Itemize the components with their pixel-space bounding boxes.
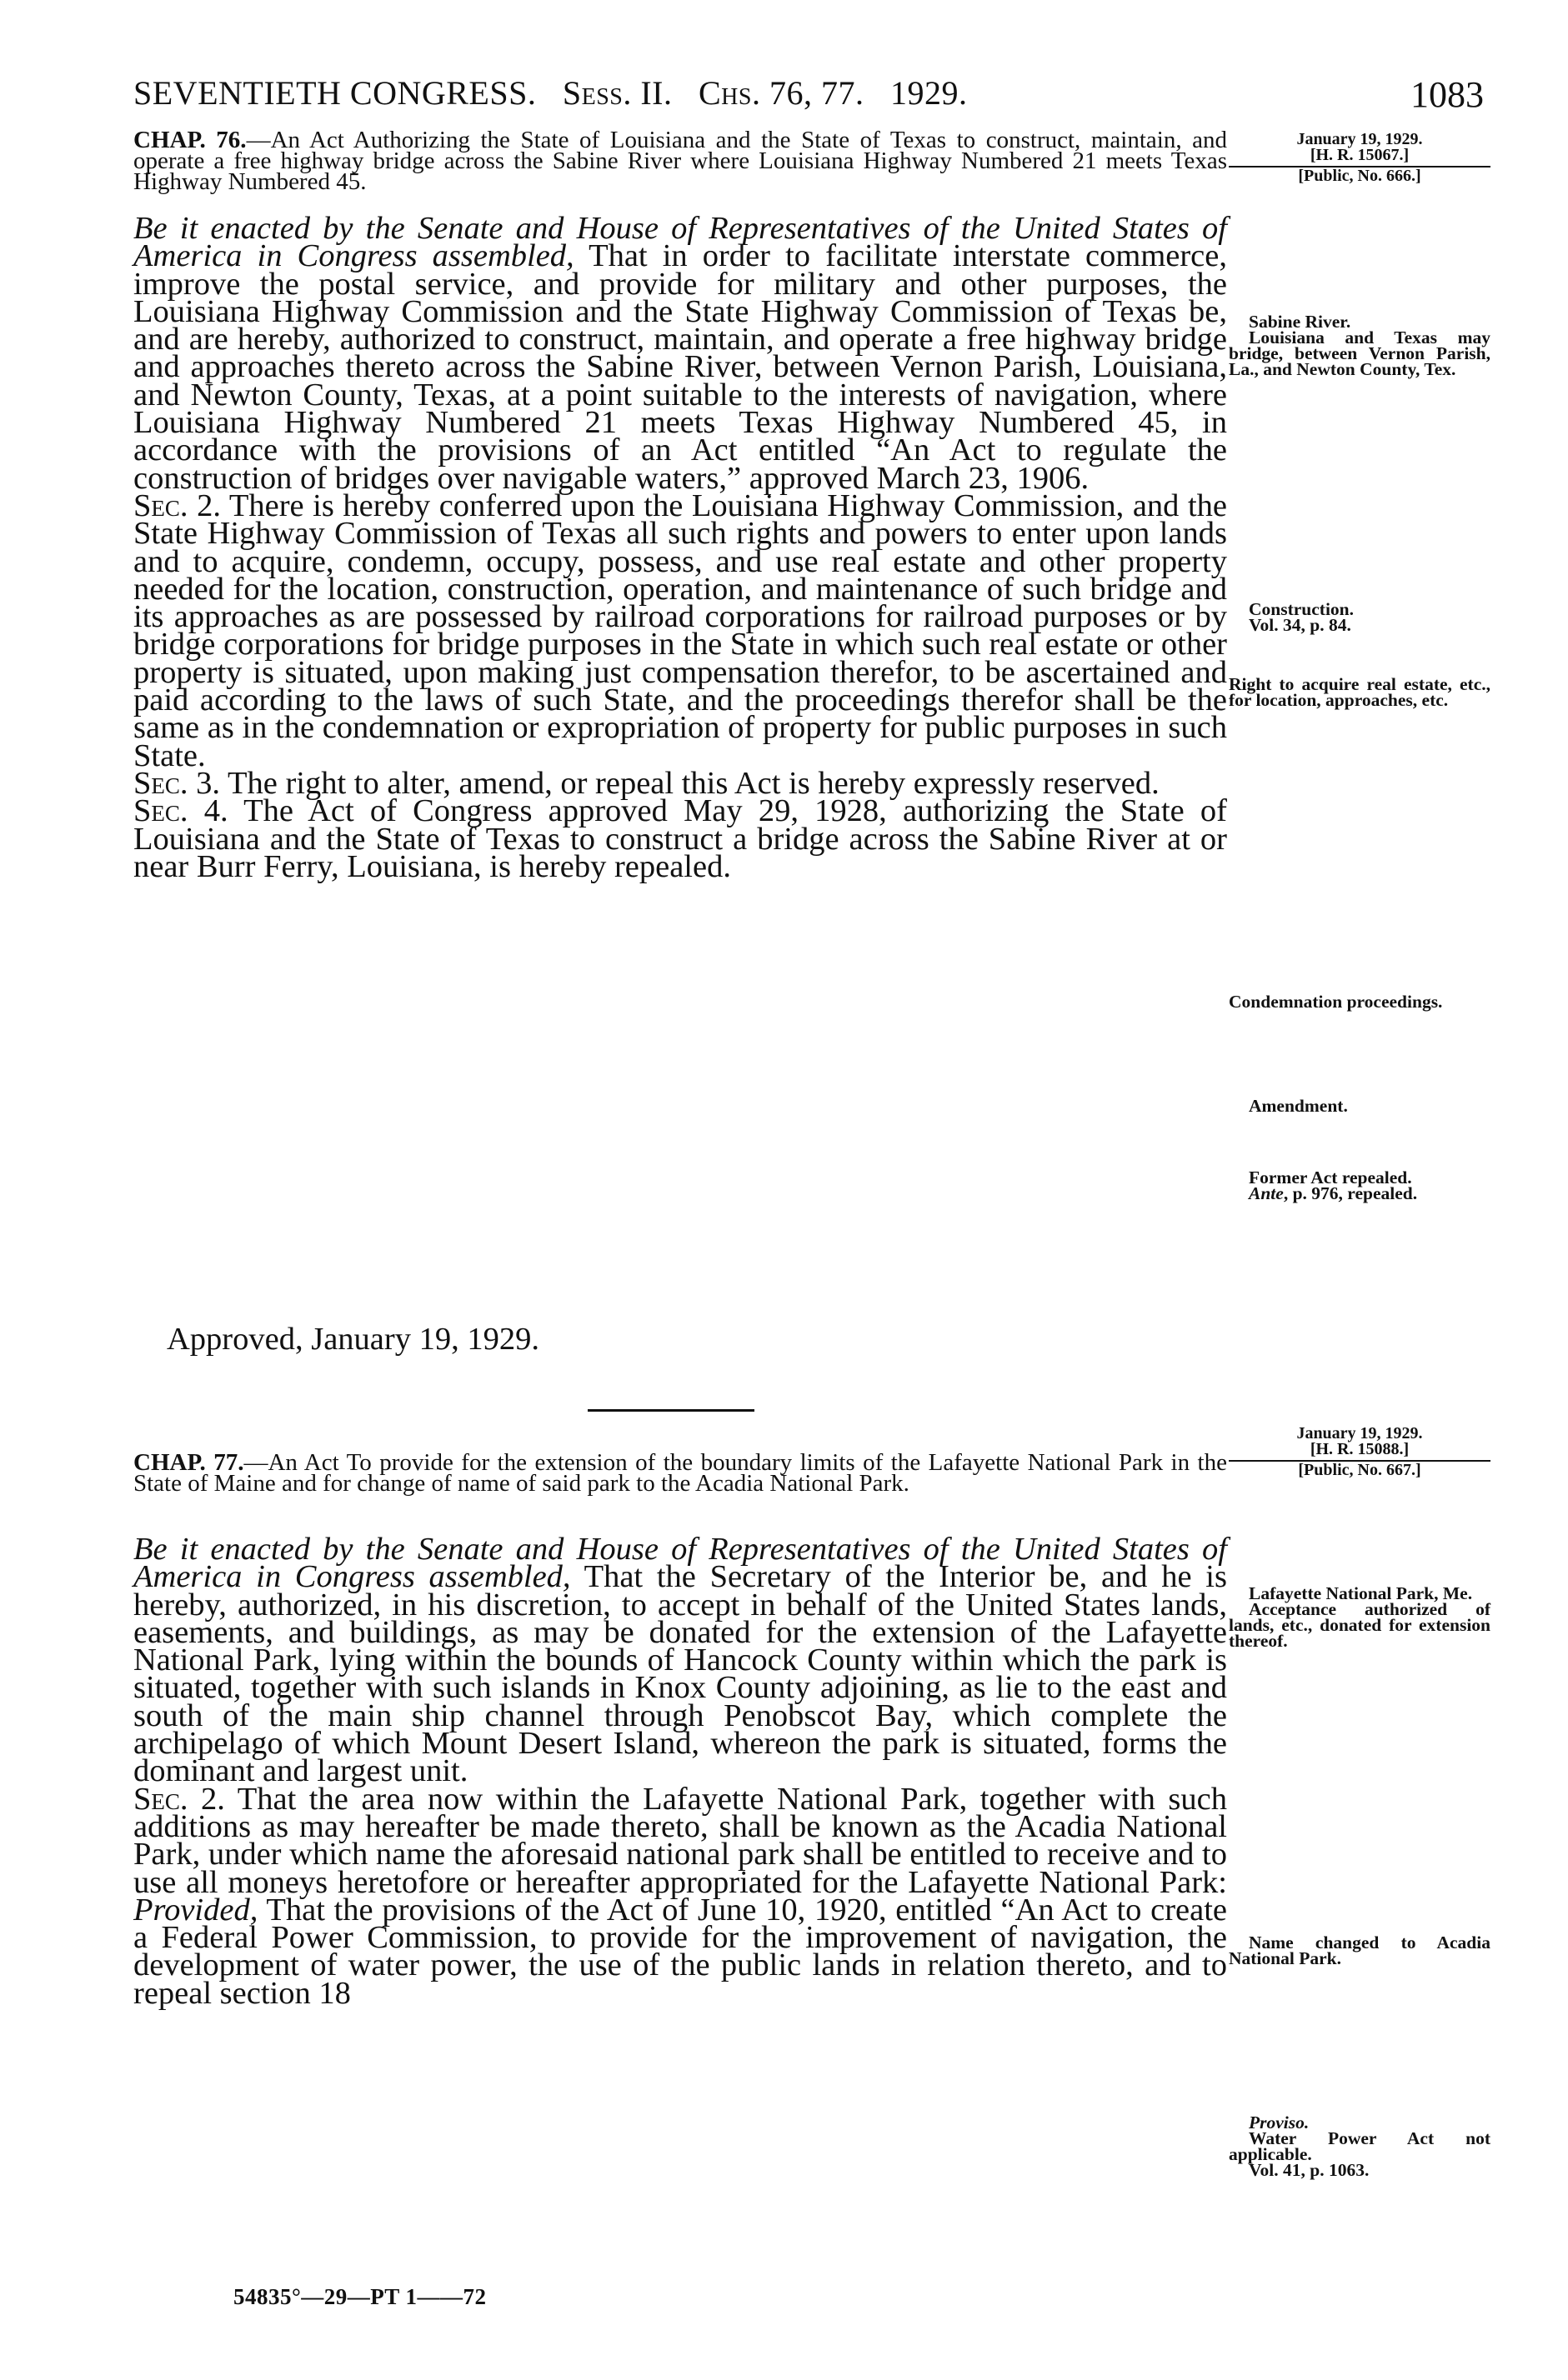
chapter-77-title-text: —An Act To provide for the extension of the boundary limits of the Lafayette National Park in the State of Maine and for change of name of said park to the Acadia National Park.	[133, 1449, 1227, 1497]
chapter-76-section-2-text: There is hereby conferred upon the Louisiana Highway Commission, and the State Highway Commission of Texas all such rights and powers to enter upon lands and to acquire, condemn, occupy, possess, and use real estate and other property needed for the location, construction, operation, and maintenance of such bridge and its approaches as are possessed by railroad corporations for railroad purposes or by bridge corporations for bridge purposes in the State in which such real estate or other property is situated, upon making just compensation therefor, to be ascertained and paid according to the laws of such State, and the proceedings therefor shall be the same as in the condemnation or expropriation of property for public purposes in such State.	[133, 488, 1228, 773]
chapter-77-section-1	[133, 1532, 1227, 1789]
chapter-76-enacting-clause: Be it enacted by the Senate and House of Representatives of the United States of America in Congress assembled,	[133, 211, 1227, 274]
chapter-77-section-2-label: Sec. 2.	[133, 1781, 225, 1817]
margin-note-sabine	[1229, 314, 1490, 378]
chapter-77-body	[133, 1532, 1227, 2011]
chapter-77-date: January 19, 1929.	[1296, 1424, 1423, 1442]
chapter-77-section-2	[133, 1781, 1227, 2011]
chapter-76-section-4-label: Sec. 4.	[133, 793, 228, 829]
chapter-77-public-no: [Public, No. 667.]	[1298, 1461, 1421, 1479]
margin-note-lafayette	[1229, 1583, 1490, 1651]
chapter-76-section-1-text: That in order to facilitate interstate commerce, improve the postal service, and provide for military and other purposes, the Louisiana Highway Commission and the State Highway Commission of Texas be, and are hereby, authorized to construct, maintain, and operate a free highway bridge and approaches thereto across the Sabine River, between Vernon Parish, Louisiana, and Newton County, Texas, at a point suitable to the interests of navigation, where Louisiana Highway Numbered 21 meets Texas Highway Numbered 45, in accordance with the provisions of an Act entitled “An Act to regulate the construction of bridges over navigable waters,” approved March 23, 1906.	[133, 238, 1227, 496]
chapter-76-section-4	[133, 793, 1228, 884]
margin-note-ante-ref	[1229, 1183, 1490, 1203]
chapter-76-date: January 19, 1929.	[1296, 130, 1423, 148]
margin-note-acceptance: Acceptance authorized of lands, etc., donated for extension thereof.	[1229, 1599, 1490, 1651]
margin-note-name-changed-text: Name changed to Acadia National Park.	[1229, 1932, 1490, 1968]
chapter-76-section-2	[133, 488, 1228, 773]
margin-note-former-act	[1229, 1170, 1490, 1202]
margin-note-vol-41: Vol. 41, p. 1063.	[1249, 2160, 1370, 2180]
margin-note-construction-group	[1229, 599, 1490, 635]
chapter-76-title	[133, 127, 1227, 195]
margin-note-ante-italic: Ante	[1249, 1183, 1284, 1203]
chapter-76-section-1	[133, 211, 1227, 496]
running-head-text	[133, 73, 967, 112]
chapter-76-public-no: [Public, No. 666.]	[1298, 167, 1421, 185]
margin-note-former-act-repealed: Former Act repealed.	[1249, 1168, 1412, 1188]
margin-note-name-changed	[1229, 1932, 1490, 1968]
margin-note-proviso-group	[1229, 2112, 1490, 2180]
chapter-77-proviso: Provided,	[133, 1892, 258, 1928]
chapter-76-title-text: —An Act Authorizing the State of Louisiana and the State of Texas to construct, maintain, and operate a free highway bridge across the Sabine River where Louisiana Highway Numbered 21 meets Texas Highway Numbered 45.	[133, 127, 1227, 195]
printer-imprint: 54835°—29—PT 1——72	[233, 2284, 487, 2309]
margin-note-louisiana-texas-bridge: Louisiana and Texas may bridge, between Vernon Parish, La., and Newton County, Tex.	[1229, 328, 1490, 379]
chapter-76-section-2-label: Sec. 2.	[133, 488, 221, 523]
chapter-76-label: CHAP. 76.	[133, 127, 247, 153]
running-head-chapters: Chs. 76, 77.	[698, 74, 864, 112]
margin-note-water-power: Water Power Act not applicable.	[1229, 2128, 1490, 2164]
chapter-77-label: CHAP. 77.	[133, 1449, 244, 1476]
chapter-divider	[588, 1409, 754, 1412]
chapter-76-approved: Approved, January 19, 1929.	[167, 1322, 539, 1357]
page-number: 1083	[1410, 74, 1484, 115]
chapter-77-title	[133, 1449, 1227, 1497]
chapter-77-bill: [H. R. 15088.]	[1310, 1440, 1410, 1458]
chapter-77-enacting-clause: Be it enacted by the Senate and House of Representatives of the United States of America in Congress assembled,	[133, 1532, 1227, 1595]
chapter-76-section-3-label: Sec. 3.	[133, 765, 221, 801]
margin-note-amendment	[1229, 1098, 1490, 1114]
running-head-session: Sess. II.	[562, 74, 673, 112]
running-head-year: 1929.	[889, 74, 968, 112]
margin-note-proviso-italic: Proviso.	[1249, 2112, 1310, 2132]
running-head	[133, 73, 1484, 115]
running-head-congress: SEVENTIETH CONGRESS.	[133, 74, 537, 112]
margin-note-construction: Construction.	[1249, 599, 1355, 619]
chapter-77-section-2-text-a: That the area now within the Lafayette National Park, together with such additions as may hereafter be made thereto, shall be known as the Acadia National Park, under which name the aforesaid national park shall be entitled to receive and to use all moneys heretofore or hereafter appropriated for the Lafayette National Park:	[133, 1781, 1227, 1900]
margin-note-sabine-river: Sabine River.	[1249, 312, 1351, 332]
margin-note-lafayette-park: Lafayette National Park, Me.	[1249, 1583, 1473, 1603]
margin-note-ante-rest: , p. 976, repealed.	[1283, 1183, 1418, 1203]
chapter-77-section-2-text-b: That the provisions of the Act of June 10, 1920, entitled “An Act to create a Federal Power Commission, to provide for the improvement of navigation, the development of water power, the use of the public lands in relation thereto, and to repeal section 18	[133, 1892, 1227, 2011]
chapter-76-bill: [H. R. 15067.]	[1310, 146, 1410, 164]
chapter-76-body	[133, 211, 1228, 884]
chapter-77-section-1-text: That the Secretary of the Interior be, and he is hereby, authorized, in his discretion, to accept in behalf of the United States lands, easements, and buildings, as may be donated for the extension of the Lafayette National Park, lying within the bounds of Hancock County within which the park is situated, together with such islands in Knox County adjoining, as lie to the east and south of the main ship channel through Penobscot Bay, which complete the archipelago of which Mount Desert Island, whereon the park is situated, forms the dominant and largest unit.	[133, 1559, 1227, 1789]
margin-note-condemnation: Condemnation proceedings.	[1229, 992, 1443, 1012]
chapter-77-citation	[1229, 1426, 1490, 1478]
chapter-76-section-4-text: The Act of Congress approved May 29, 1928, authorizing the State of Louisiana and the State of Texas to construct a bridge across the Sabine River at or near Burr Ferry, Louisiana, is hereby repealed.	[133, 793, 1228, 884]
chapter-76-section-3-text: The right to alter, amend, or repeal this Act is hereby expressly reserved.	[227, 765, 1160, 801]
margin-note-right-to-acquire: Right to acquire real estate, etc., for location, approaches, etc.	[1229, 674, 1490, 710]
chapter-76-citation	[1229, 132, 1490, 184]
margin-note-vol-34: Vol. 34, p. 84.	[1249, 615, 1351, 635]
margin-note-amendment-text: Amendment.	[1249, 1096, 1348, 1116]
